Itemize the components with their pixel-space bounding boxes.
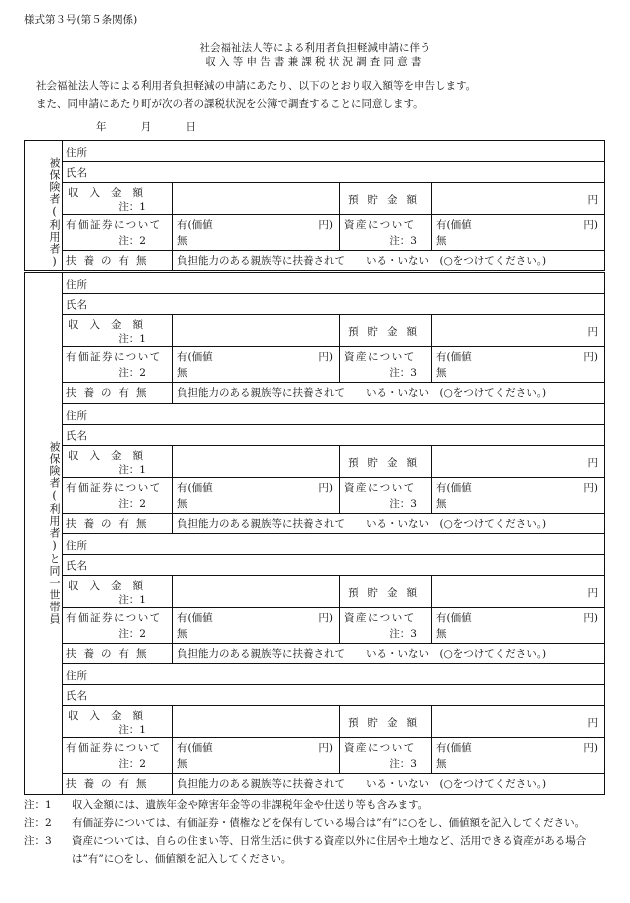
note-3-key: 注：3 [24,835,52,847]
securities-have: 有(価値 [177,351,213,363]
income-value-field[interactable] [173,575,340,607]
securities-have: 有(価値 [177,742,213,754]
assets-note: 注：3 [389,758,417,770]
date-day-label: 日 [185,121,196,133]
name-label: 氏名 [66,299,87,311]
deposit-yen: 円 [587,457,598,469]
name-row [62,424,604,446]
dependent-row [62,513,604,534]
dependent-label: 扶養の有無 [66,518,154,530]
income-row [62,182,604,215]
deposit-value-field[interactable] [432,705,604,737]
dependent-label-cell [62,250,173,271]
assets-label-cell [340,607,432,643]
name-row [62,161,604,183]
intro-text-line1: 社会福祉法人等による利用者負担軽減の申請にあたり、以下のとおり収入額等を申告します。 [36,80,477,92]
dependent-text: 負担能力のある親族等に扶養されて いる・いない (○をつけてください。) [177,648,547,660]
household-side-column [25,273,63,794]
insured-side-label: 被保険者(利用者) [48,157,61,269]
name-row [62,293,604,315]
income-note: 注：1 [118,333,146,345]
assets-label: 資産について [344,612,416,624]
assets-none: 無 [436,498,447,510]
notes-section [24,796,614,868]
assets-value-field[interactable] [432,477,604,513]
securities-have-close: 円) [318,482,333,494]
intro-text-line2: また、同申請にあたり町が次の者の課税状況を公簿で調査することに同意します。 [36,98,424,110]
securities-row [62,737,604,774]
income-label: 収入金額 [68,319,154,331]
securities-note: 注：2 [118,628,146,640]
household-member [62,533,604,664]
securities-label-cell [62,477,173,513]
deposit-value-field[interactable] [432,314,604,346]
securities-label: 有価証券について [66,351,162,363]
deposit-label: 預貯金額 [348,587,426,599]
securities-have: 有(価値 [177,612,213,624]
income-row [62,705,604,738]
income-label: 収入金額 [68,450,154,462]
securities-label-cell [62,737,173,773]
securities-none: 無 [177,367,188,379]
dependent-label: 扶養の有無 [66,387,154,399]
income-label-cell [62,705,173,737]
assets-have-close: 円) [583,482,598,494]
name-label: 氏名 [66,167,87,179]
securities-label-cell [62,346,173,382]
note-3 [24,832,614,868]
deposit-yen: 円 [587,326,598,338]
dependent-text: 負担能力のある親族等に扶養されて いる・いない (○をつけてください。) [177,255,547,267]
securities-value-field[interactable] [173,214,340,250]
assets-note: 注：3 [389,367,417,379]
securities-label-cell [62,607,173,643]
assets-label: 資産について [344,351,416,363]
address-row [62,141,604,162]
deposit-value-field[interactable] [432,445,604,477]
note-2-key: 注：2 [24,817,52,829]
dependent-label-cell [62,643,173,664]
assets-have: 有(価値 [436,612,472,624]
deposit-yen: 円 [587,717,598,729]
date-year-label: 年 [96,121,107,133]
dependent-text: 負担能力のある親族等に扶養されて いる・いない (○をつけてください。) [177,387,547,399]
securities-value-field[interactable] [173,477,340,513]
assets-label-cell [340,346,432,382]
dependent-value-field[interactable] [173,643,604,664]
name-row [62,554,604,576]
income-value-field[interactable] [173,314,340,346]
note-1 [24,796,614,814]
address-label: 住所 [66,410,87,422]
address-label: 住所 [66,670,87,682]
securities-label: 有価証券について [66,742,162,754]
assets-have-close: 円) [583,742,598,754]
deposit-yen: 円 [587,194,598,206]
securities-have-close: 円) [318,612,333,624]
dependent-text: 負担能力のある親族等に扶養されて いる・いない (○をつけてください。) [177,778,547,790]
note-1-text: 収入金額には、遺族年金や障害年金等の非課税年金や仕送り等も含みます。 [72,799,429,811]
assets-value-field[interactable] [432,346,604,382]
insured-person [62,141,604,271]
dependent-label-cell [62,773,173,794]
securities-none: 無 [177,758,188,770]
income-row [62,314,604,347]
securities-note: 注：2 [118,235,146,247]
address-row [62,404,604,425]
address-label: 住所 [66,147,87,159]
income-value-field[interactable] [173,705,340,737]
assets-note: 注：3 [389,498,417,510]
income-label-cell [62,314,173,346]
note-3-text: 資産については、自らの住まい等、日常生活に供する資産以外に住居や土地など、活用できる資産がある場合は”有”に○をし、価値額を記入してください。 [72,835,587,865]
assets-value-field[interactable] [432,607,604,643]
assets-value-field[interactable] [432,737,604,773]
household-member [62,403,604,534]
assets-none: 無 [436,235,447,247]
name-label: 氏名 [66,430,87,442]
form-title-line2: 収入等申告書兼課税状況調査同意書 [205,56,425,68]
income-label: 収入金額 [68,710,154,722]
deposit-yen: 円 [587,587,598,599]
income-label-cell [62,575,173,607]
dependent-row [62,382,604,403]
securities-label: 有価証券について [66,219,162,231]
deposit-value-field[interactable] [432,182,604,214]
deposit-label: 預貯金額 [348,194,426,206]
deposit-label: 預貯金額 [348,457,426,469]
assets-note: 注：3 [389,235,417,247]
note-2 [24,814,614,832]
name-label: 氏名 [66,690,87,702]
securities-none: 無 [177,235,188,247]
name-row [62,684,604,706]
dependent-row [62,250,604,271]
income-row [62,575,604,608]
household-member [62,663,604,794]
securities-label: 有価証券について [66,482,162,494]
assets-have-close: 円) [583,219,598,231]
income-value-field[interactable] [173,445,340,477]
dependent-text: 負担能力のある親族等に扶養されて いる・いない (○をつけてください。) [177,518,547,530]
securities-row [62,214,604,251]
assets-note: 注：3 [389,628,417,640]
securities-none: 無 [177,498,188,510]
securities-row [62,346,604,383]
securities-value-field[interactable] [173,737,340,773]
income-note: 注：1 [118,464,146,476]
assets-value-field[interactable] [432,214,604,250]
securities-have-close: 円) [318,351,333,363]
dependent-label-cell [62,382,173,403]
securities-note: 注：2 [118,498,146,510]
income-label-cell [62,182,173,214]
income-row [62,445,604,478]
form-title-line1: 社会福祉法人等による利用者負担軽減申請に伴う [199,42,431,54]
date-month-label: 月 [140,121,152,133]
securities-value-field[interactable] [173,346,340,382]
dependent-row [62,643,604,664]
income-label: 収入金額 [68,187,154,199]
address-label: 住所 [66,279,87,291]
dependent-value-field[interactable] [173,773,604,794]
securities-have-close: 円) [318,742,333,754]
income-note: 注：1 [118,594,146,606]
dependent-label-cell [62,513,173,534]
assets-label: 資産について [344,482,416,494]
income-note: 注：1 [118,201,146,213]
assets-have: 有(価値 [436,351,472,363]
form-number: 様式第３号(第５条関係) [24,14,138,26]
dependent-value-field[interactable] [173,513,604,534]
name-label: 氏名 [66,560,87,572]
address-row [62,273,604,294]
securities-have-close: 円) [318,219,333,231]
insured-side-column [25,141,63,270]
deposit-label-cell [340,445,432,477]
assets-label-cell [340,477,432,513]
household-section [24,272,605,795]
income-note: 注：1 [118,724,146,736]
address-label: 住所 [66,540,87,552]
deposit-value-field[interactable] [432,575,604,607]
securities-label: 有価証券について [66,612,162,624]
assets-none: 無 [436,367,447,379]
dependent-label: 扶養の有無 [66,778,154,790]
dependent-value-field[interactable] [173,250,604,271]
assets-label-cell [340,214,432,250]
deposit-label-cell [340,705,432,737]
income-label-cell [62,445,173,477]
date-line [96,119,196,134]
assets-have: 有(価値 [436,219,472,231]
assets-none: 無 [436,758,447,770]
insured-section [24,140,605,271]
dependent-label: 扶養の有無 [66,648,154,660]
securities-have: 有(価値 [177,482,213,494]
deposit-label: 預貯金額 [348,326,426,338]
deposit-label: 預貯金額 [348,717,426,729]
deposit-label-cell [340,182,432,214]
note-2-text: 有価証券については、有価証券・債権などを保有している場合は”有”に○をし、価値額を記入してください。 [72,817,586,829]
assets-have-close: 円) [583,612,598,624]
securities-none: 無 [177,628,188,640]
deposit-label-cell [340,314,432,346]
household-side-label: 被保険者(利用者)と同一世帯員 [48,441,61,625]
securities-row [62,607,604,644]
assets-label: 資産について [344,219,416,231]
securities-label-cell [62,214,173,250]
securities-value-field[interactable] [173,607,340,643]
dependent-row [62,773,604,794]
assets-have-close: 円) [583,351,598,363]
assets-label: 資産について [344,742,416,754]
household-member [62,273,604,403]
securities-note: 注：2 [118,367,146,379]
note-1-key: 注：1 [24,799,52,811]
dependent-label: 扶養の有無 [66,255,154,267]
income-value-field[interactable] [173,182,340,214]
assets-have: 有(価値 [436,742,472,754]
deposit-label-cell [340,575,432,607]
address-row [62,664,604,685]
dependent-value-field[interactable] [173,382,604,403]
assets-label-cell [340,737,432,773]
address-row [62,534,604,555]
assets-none: 無 [436,628,447,640]
securities-row [62,477,604,514]
securities-have: 有(価値 [177,219,213,231]
income-label: 収入金額 [68,580,154,592]
assets-have: 有(価値 [436,482,472,494]
securities-note: 注：2 [118,758,146,770]
